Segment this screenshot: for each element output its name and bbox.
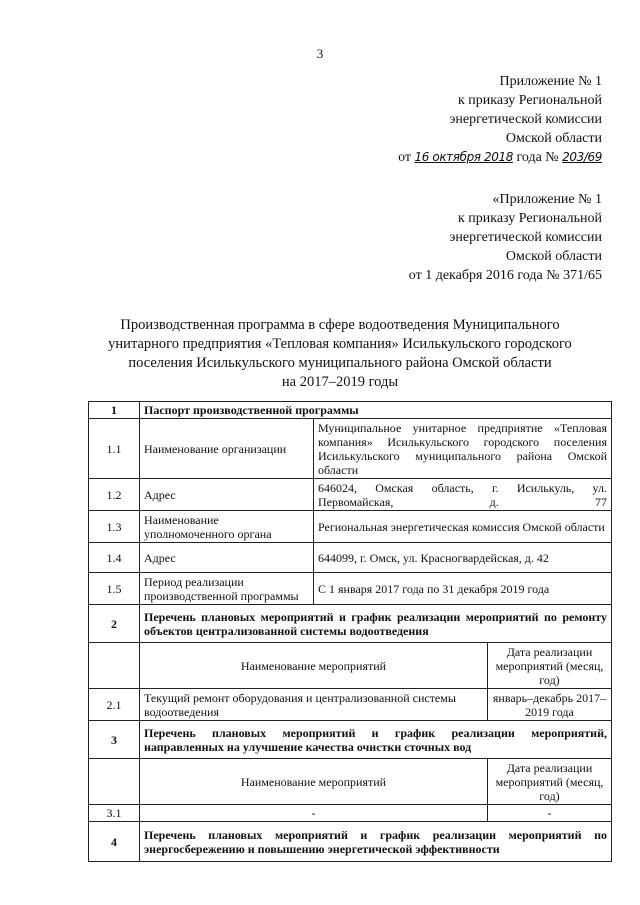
section-number: 3: [89, 721, 140, 759]
table-row: [89, 419, 612, 479]
column-header-date: Дата реализации мероприятий (месяц, год): [488, 643, 612, 689]
passport-header-row: [89, 402, 612, 419]
appendix-original: [409, 190, 602, 285]
handwritten-date: 16 октября 2018: [414, 150, 513, 164]
appendix-line: Приложение № 1: [499, 74, 602, 89]
appendix-date-line: [398, 148, 602, 167]
row-value: 644099, г. Омск, ул. Красногвардейская, д. 42: [314, 543, 612, 573]
table-row: [89, 543, 612, 573]
row-value: -: [140, 805, 488, 822]
row-label: Адрес: [140, 543, 314, 573]
row-label: Период реализации производственной программы: [140, 573, 314, 605]
row-label: Наименование организации: [140, 419, 314, 479]
section-number: 2: [89, 605, 140, 643]
column-header-name: Наименование мероприятий: [140, 759, 488, 805]
row-date: январь–декабрь 2017–2019 года: [488, 689, 612, 721]
title-line: унитарного предприятия «Тепловая компания» Исилькульского городского: [108, 336, 572, 352]
table-row: [89, 511, 612, 543]
date-prefix: от: [398, 150, 411, 165]
section-header-row: [89, 605, 612, 643]
program-table: [88, 401, 612, 862]
appendix-line: Омской области: [505, 131, 602, 146]
column-header-row: [89, 643, 612, 689]
appendix-line: к приказу Региональной: [457, 211, 602, 226]
appendix-line: от 1 декабря 2016 года № 371/65: [408, 268, 602, 283]
row-value: Муниципальное унитарное предприятие «Тепловая компания» Исилькульского городского поселения Исилькульского муниципального района Омской области: [314, 419, 612, 479]
section-number: 4: [89, 822, 140, 862]
section-title: Перечень плановых мероприятий и график реализации мероприятий, направленных на улучшение качества очистки сточных вод: [140, 721, 612, 759]
table-row: [89, 573, 612, 605]
empty-cell: [89, 643, 140, 689]
row-value: С 1 января 2017 года по 31 декабря 2019 года: [314, 573, 612, 605]
title-line: Производственная программа в сфере водоотведения Муниципального: [120, 317, 560, 333]
row-number: 3.1: [89, 805, 140, 822]
appendix-current: [398, 72, 602, 167]
document-title: [90, 316, 590, 392]
row-number: 1.5: [89, 573, 140, 605]
row-number: 1.4: [89, 543, 140, 573]
row-number: 2.1: [89, 689, 140, 721]
title-line: поселения Исилькульского муниципального района Омской области: [128, 355, 552, 371]
table-row: [89, 689, 612, 721]
section-title: Перечень плановых мероприятий и график реализации мероприятий по ремонту объектов централизованной системы водоотведения: [140, 605, 612, 643]
column-header-name: Наименование мероприятий: [140, 643, 488, 689]
row-label: Адрес: [140, 479, 314, 511]
row-value: Региональная энергетическая комиссия Омской области: [314, 511, 612, 543]
section-title: Перечень плановых мероприятий и график реализации мероприятий по энергосбережению и повышению энергетической эффективности: [140, 822, 612, 862]
row-label: Наименование уполномоченного органа: [140, 511, 314, 543]
table-row: [89, 479, 612, 511]
section-header-row: [89, 721, 612, 759]
section-number: 1: [89, 402, 140, 419]
appendix-line: Омской области: [505, 249, 602, 264]
row-number: 1.2: [89, 479, 140, 511]
title-line: на 2017–2019 годы: [281, 374, 399, 390]
page-number: 3: [316, 46, 324, 61]
table-row: [89, 805, 612, 822]
appendix-line: энергетической комиссии: [449, 112, 602, 127]
section-header-row: [89, 822, 612, 862]
column-header-row: [89, 759, 612, 805]
row-number: 1.1: [89, 419, 140, 479]
appendix-line: «Приложение № 1: [492, 192, 602, 207]
row-value: 646024, Омская область, г. Исилькуль, ул. Первомайская, д. 77: [314, 479, 612, 511]
appendix-line: к приказу Региональной: [457, 93, 602, 108]
date-suffix: года №: [516, 150, 559, 165]
row-number: 1.3: [89, 511, 140, 543]
row-value: Текущий ремонт оборудования и централизованной системы водоотведения: [140, 689, 488, 721]
empty-cell: [89, 759, 140, 805]
row-date: -: [488, 805, 612, 822]
column-header-date: Дата реализации мероприятий (месяц, год): [488, 759, 612, 805]
section-title: Паспорт производственной программы: [140, 402, 612, 419]
handwritten-number: 203/69: [562, 150, 602, 164]
appendix-line: энергетической комиссии: [449, 230, 602, 245]
